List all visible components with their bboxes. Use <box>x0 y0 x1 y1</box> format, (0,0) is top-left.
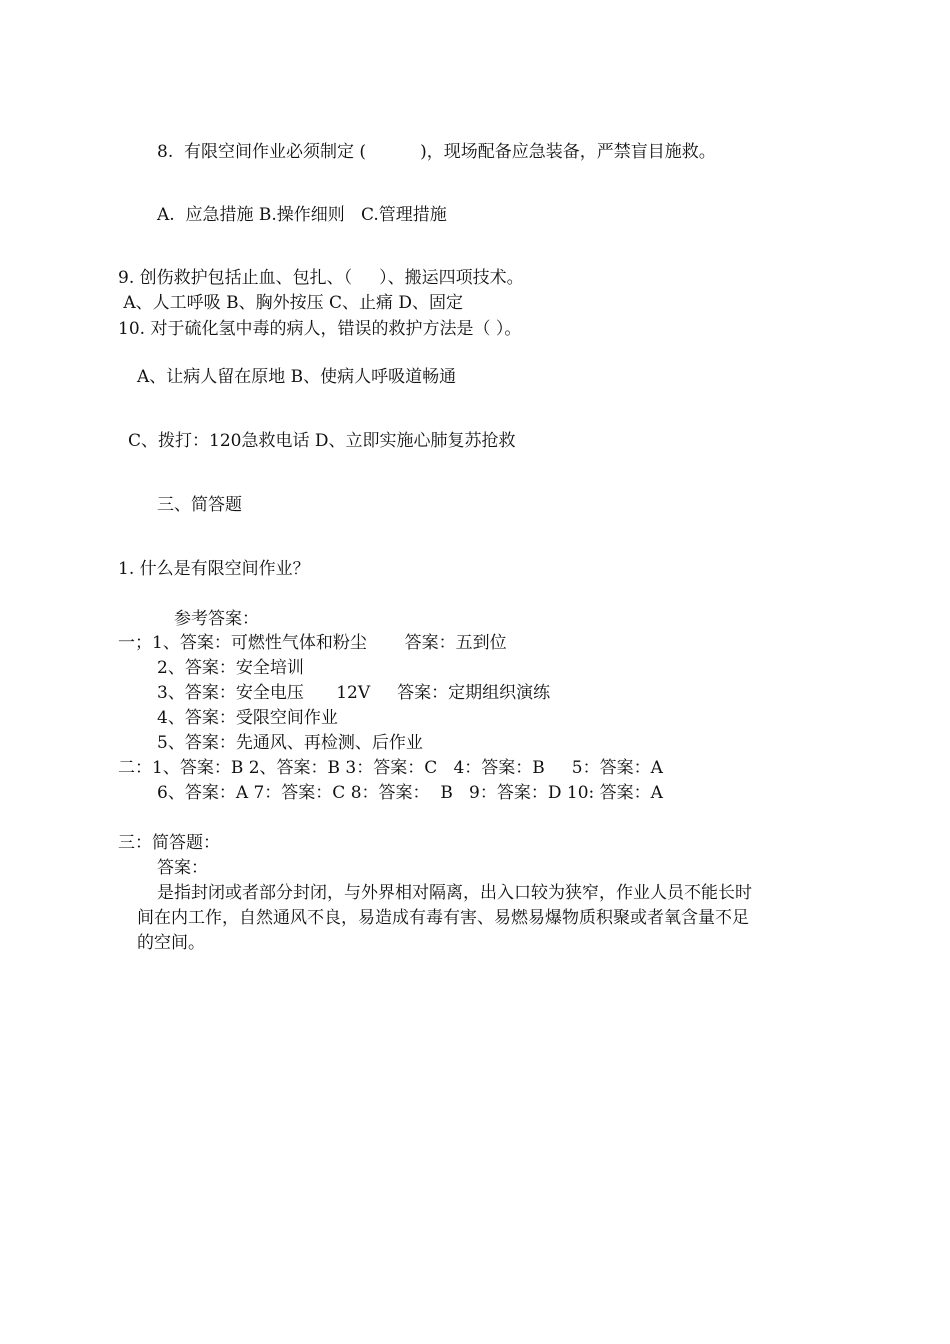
answers-part2-line2: 6、答案：A 7：答案：C 8：答案： B 9：答案：D 10: 答案：A <box>157 783 663 803</box>
question-8-options: A. 应急措施 B.操作细则 C.管理措施 <box>157 205 447 225</box>
answers-part1-line5: 5、答案：先通风、再检测、后作业 <box>157 733 423 753</box>
answers-part2-line1: 二：1、答案：B 2、答案：B 3：答案：C 4：答案：B 5：答案：A <box>118 758 663 778</box>
section-3-heading: 三、简答题 <box>157 495 242 515</box>
question-10-text: 10. 对于硫化氢中毒的病人，错误的救护方法是（ ）。 <box>118 319 522 339</box>
answers-part1-line4: 4、答案：受限空间作业 <box>157 708 338 728</box>
answers-part3-paragraph-line3: 的空间。 <box>137 933 205 953</box>
answers-part1-line2: 2、答案：安全培训 <box>157 658 304 678</box>
section-3-question-1: 1. 什么是有限空间作业？ <box>118 559 310 579</box>
answers-part3-paragraph-line2: 间在内工作，自然通风不良，易造成有毒有害、易燃易爆物质积聚或者氧含量不足 <box>137 908 749 928</box>
question-9-options: A、人工呼吸 B、胸外按压 C、止痛 D、固定 <box>118 293 464 313</box>
answers-part3-label: 答案： <box>157 858 208 878</box>
answers-part3-heading: 三：简答题： <box>118 833 220 853</box>
question-8-text: 8. 有限空间作业必须制定 ( )，现场配备应急装备，严禁盲目施救。 <box>157 142 716 162</box>
answers-heading: 参考答案： <box>174 609 259 629</box>
question-9-text: 9. 创伤救护包括止血、包扎、（ ）、搬运四项技术。 <box>118 268 524 288</box>
question-10-options-line1: A、让病人留在原地 B、使病人呼吸道畅通 <box>137 367 457 387</box>
answers-part1-line3: 3、答案：安全电压 12V 答案：定期组织演练 <box>157 683 551 703</box>
answers-part3-paragraph-line1: 是指封闭或者部分封闭，与外界相对隔离，出入口较为狭窄，作业人员不能长时 <box>157 883 752 903</box>
answers-part1-line1: 一；1、答案：可燃性气体和粉尘 答案：五到位 <box>118 633 507 653</box>
question-10-options-line2: C、拨打：120急救电话 D、立即实施心肺复苏抢救 <box>128 431 516 451</box>
